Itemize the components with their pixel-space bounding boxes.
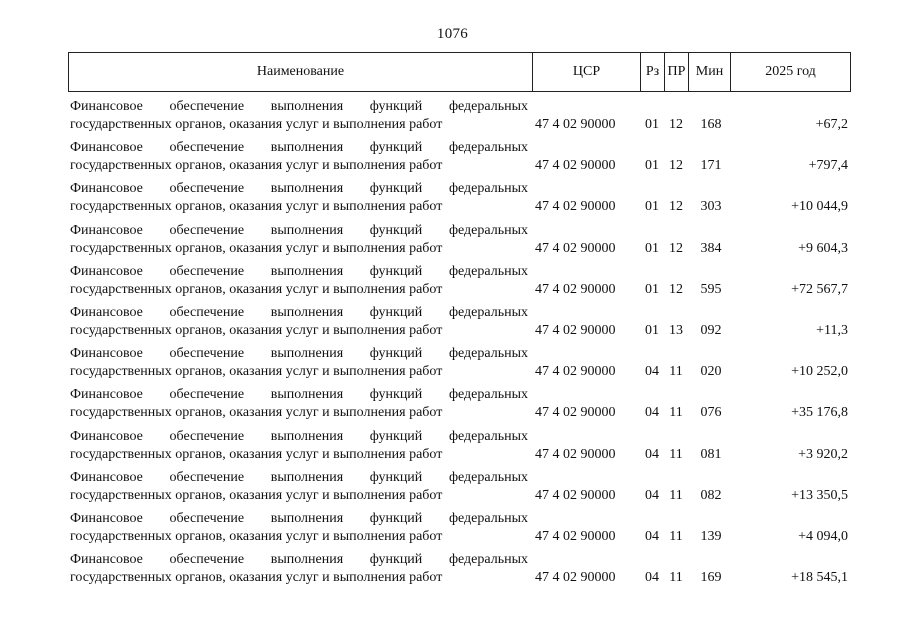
row-csr: 47 4 02 90000 — [535, 446, 616, 462]
row-value: +11,3 — [816, 322, 848, 338]
table-row — [68, 98, 851, 139]
row-name-line1: Финансовое обеспечение выполнения функций федеральных — [70, 263, 528, 279]
row-name-line2: государственных органов, оказания услуг и выполнения работ — [70, 487, 443, 503]
row-name-line1: Финансовое обеспечение выполнения функций федеральных — [70, 387, 528, 403]
header-csr: ЦСР — [533, 53, 641, 91]
row-rz: 04 — [645, 487, 659, 503]
row-name-line1: Финансовое обеспечение выполнения функций федеральных — [70, 510, 528, 526]
row-name — [70, 469, 532, 505]
row-rz: 01 — [645, 322, 659, 338]
row-csr: 47 4 02 90000 — [535, 405, 616, 421]
row-csr: 47 4 02 90000 — [535, 240, 616, 256]
row-name — [70, 98, 532, 134]
row-min: 168 — [700, 117, 722, 132]
row-rz: 04 — [645, 405, 659, 421]
row-value: +13 350,5 — [791, 487, 848, 503]
row-rz: 01 — [645, 199, 659, 215]
row-rz: 01 — [645, 117, 659, 132]
row-name-line1: Финансовое обеспечение выполнения функций федеральных — [70, 469, 528, 485]
row-csr: 47 4 02 90000 — [535, 281, 616, 297]
row-name-line1: Финансовое обеспечение выполнения функций федеральных — [70, 346, 528, 362]
row-value: +9 604,3 — [798, 240, 848, 256]
row-pr: 11 — [669, 446, 683, 462]
row-pr: 12 — [669, 281, 683, 297]
row-value: +18 545,1 — [791, 570, 848, 586]
row-pr: 11 — [669, 570, 683, 586]
table-row — [68, 180, 851, 221]
row-value: +35 176,8 — [791, 405, 848, 421]
table-row — [68, 469, 851, 510]
row-pr: 12 — [669, 240, 683, 256]
row-name-line2: государственных органов, оказания услуг и выполнения работ — [70, 199, 443, 215]
row-name-line2: государственных органов, оказания услуг и выполнения работ — [70, 528, 443, 544]
page-number: 1076 — [436, 26, 469, 42]
row-pr: 11 — [669, 405, 683, 421]
table-row — [68, 304, 851, 345]
row-min: 303 — [700, 199, 722, 215]
row-name — [70, 304, 532, 340]
row-value: +72 567,7 — [791, 281, 848, 297]
header-pr: ПР — [665, 53, 689, 91]
row-name-line2: государственных органов, оказания услуг и выполнения работ — [70, 281, 443, 297]
row-min: 076 — [700, 405, 722, 421]
row-name-line1: Финансовое обеспечение выполнения функций федеральных — [70, 181, 528, 197]
row-min: 139 — [700, 528, 722, 544]
row-pr: 12 — [669, 158, 683, 174]
row-name — [70, 180, 532, 216]
row-min: 082 — [700, 487, 722, 503]
row-csr: 47 4 02 90000 — [535, 322, 616, 338]
row-rz: 04 — [645, 570, 659, 586]
row-name-line1: Финансовое обеспечение выполнения функций федеральных — [70, 304, 528, 320]
row-name — [70, 510, 532, 546]
table-row — [68, 263, 851, 304]
header-year: 2025 год — [765, 64, 816, 79]
row-min: 171 — [700, 158, 722, 174]
row-min: 384 — [700, 240, 722, 256]
row-name — [70, 551, 532, 587]
row-csr: 47 4 02 90000 — [535, 158, 616, 174]
row-name — [70, 263, 532, 299]
row-rz: 04 — [645, 446, 659, 462]
row-min: 081 — [700, 446, 722, 462]
row-name — [70, 222, 532, 258]
table-row — [68, 139, 851, 180]
table-row — [68, 386, 851, 427]
row-name-line2: государственных органов, оказания услуг и выполнения работ — [70, 570, 443, 586]
row-pr: 11 — [669, 364, 683, 380]
row-name — [70, 345, 532, 381]
table-header — [68, 52, 851, 92]
row-name-line2: государственных органов, оказания услуг и выполнения работ — [70, 158, 443, 174]
row-csr: 47 4 02 90000 — [535, 117, 616, 132]
row-name-line1: Финансовое обеспечение выполнения функций федеральных — [70, 552, 528, 568]
row-rz: 04 — [645, 364, 659, 380]
header-name: Наименование — [69, 53, 533, 91]
row-min: 020 — [700, 364, 722, 380]
row-min: 092 — [700, 322, 722, 338]
table-row — [68, 345, 851, 386]
row-csr: 47 4 02 90000 — [535, 199, 616, 215]
row-pr: 12 — [669, 199, 683, 215]
row-name — [70, 428, 532, 464]
row-name-line1: Финансовое обеспечение выполнения функций федеральных — [70, 99, 528, 114]
row-name-line2: государственных органов, оказания услуг и выполнения работ — [70, 405, 443, 421]
row-csr: 47 4 02 90000 — [535, 487, 616, 503]
table-body — [68, 98, 851, 592]
row-value: +4 094,0 — [798, 528, 848, 544]
row-rz: 01 — [645, 281, 659, 297]
row-pr: 13 — [669, 322, 683, 338]
row-value: +10 252,0 — [791, 364, 848, 380]
row-name-line1: Финансовое обеспечение выполнения функций федеральных — [70, 222, 528, 238]
row-name — [70, 386, 532, 422]
table-row — [68, 428, 851, 469]
row-csr: 47 4 02 90000 — [535, 570, 616, 586]
row-pr: 11 — [669, 487, 683, 503]
row-name — [70, 139, 532, 175]
row-name-line2: государственных органов, оказания услуг и выполнения работ — [70, 446, 443, 462]
table-row — [68, 551, 851, 592]
row-value: +10 044,9 — [791, 199, 848, 215]
row-value: +67,2 — [815, 117, 848, 132]
row-value: +3 920,2 — [798, 446, 848, 462]
row-name-line1: Финансовое обеспечение выполнения функций федеральных — [70, 428, 528, 444]
row-rz: 01 — [645, 158, 659, 174]
row-csr: 47 4 02 90000 — [535, 364, 616, 380]
row-value: +797,4 — [808, 158, 848, 174]
row-name-line2: государственных органов, оказания услуг и выполнения работ — [70, 240, 443, 256]
row-name-line2: государственных органов, оказания услуг и выполнения работ — [70, 322, 443, 338]
row-min: 169 — [700, 570, 722, 586]
header-min: Мин — [689, 53, 731, 91]
table-row — [68, 510, 851, 551]
table-row — [68, 222, 851, 263]
row-rz: 01 — [645, 240, 659, 256]
row-rz: 04 — [645, 528, 659, 544]
row-name-line2: государственных органов, оказания услуг и выполнения работ — [70, 364, 443, 380]
row-name-line2: государственных органов, оказания услуг и выполнения работ — [70, 117, 443, 132]
row-name-line1: Финансовое обеспечение выполнения функций федеральных — [70, 140, 528, 156]
row-pr: 11 — [669, 528, 683, 544]
header-rz: Рз — [641, 53, 665, 91]
row-min: 595 — [700, 281, 722, 297]
row-csr: 47 4 02 90000 — [535, 528, 616, 544]
row-pr: 12 — [669, 117, 683, 132]
